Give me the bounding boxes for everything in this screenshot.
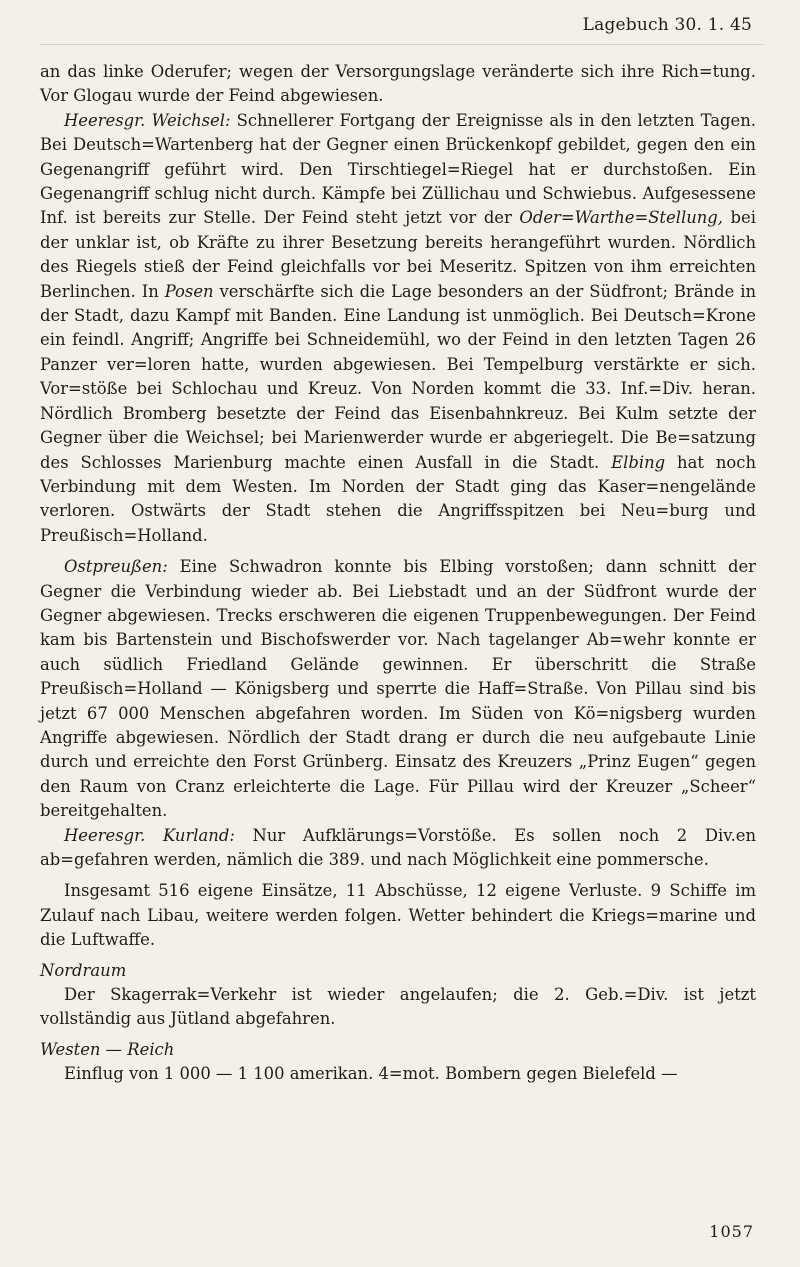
section-label: Ostpreußen: [64, 557, 168, 577]
paragraph-nordraum [40, 983, 756, 1032]
paragraph-text: Eine Schwadron konnte bis Elbing vorstoßen; dann schnitt der Gegner die Verbindung wieder ab. Bei Liebstadt und an der Südfront wurde der Gegner abgewiesen. Trecks erschweren die eigenen Truppenbewegungen. Der Feind kam bis Bartenstein und Bischofswerder vor. Nach tagelanger Ab=wehr konnte er auch südlich Friedland Gelände gewinnen. Er überschritt die Straße Preußisch=Holland — Königsberg und sperrte die Haff=Straße. Von Pillau sind bis jetzt 67 000 Menschen abgefahren worden. Im Süden von Kö=nigsberg wurden Angriffe abgewiesen. Nördlich der Stadt drang er durch die neu aufgebaute Linie durch und erreichte den Forst Grünberg. Einsatz des Kreuzers „Prinz Eugen“ gegen den Raum von Cranz erleichterte die Lage. Für Pillau wird der Kreuzer „Scheer“ bereitgehalten. [40, 557, 756, 821]
body-text [40, 60, 756, 1087]
paragraph-weichsel [40, 109, 756, 548]
section-label: Heeresgr. Kurland: [64, 825, 235, 845]
paragraph-text: Nur Aufklärungs=Vorstöße. Es sollen noch 2 Div.en ab=gefahren werden, nämlich die 389. und nach Möglichkeit eine pommersche. [40, 825, 757, 869]
emphasis-text: Oder=Warthe=Stellung, [519, 208, 724, 228]
heading-westen: Westen — Reich [40, 1039, 175, 1059]
paragraph-kurland [40, 824, 756, 873]
paragraph-ostpreussen [40, 555, 756, 823]
page-number: 1057 [709, 1222, 754, 1241]
section-label: Heeresgr. Weichsel: [64, 110, 231, 130]
paragraph-text: an das linke Oderufer; wegen der Versorgungslage veränderte sich ihre Rich=tung. Vor Glogau wurde der Feind abgewiesen. [40, 62, 756, 106]
paragraph-text: verschärfte sich die Lage besonders an der Südfront; Brände in der Stadt, dazu Kampf mit Banden. Eine Landung ist unmöglich. Bei Deutsch=Krone ein feindl. Angriff; Angriffe bei Schneidemühl, wo der Feind in den letzten Tagen 26 Panzer ver=loren hatte, wurden abgewiesen. Bei Tempelburg verstärkte er sich. Vor=stöße bei Schlochau und Kreuz. Von Norden kommt die 33. Inf.=Div. heran. Nördlich Bromberg besetzte der Feind das Eisenbahnkreuz. Bei Kulm setzte der Gegner über die Weichsel; bei Marienwerder wurde er abgeriegelt. Die Be=satzung des Schlosses Marienburg machte einen Ausfall in die Stadt. [40, 281, 756, 472]
heading-nordraum: Nordraum [40, 960, 127, 980]
paragraph-einsaetze [40, 879, 756, 952]
paragraph-oder [40, 60, 756, 109]
header-rule [40, 44, 764, 45]
paragraph-text: Schnellerer Fortgang der Ereignisse als in den letzten Tagen. Bei Deutsch=Wartenberg hat der Gegner einen Brückenkopf gebildet, gegen den ein Gegenangriff geführt wird. Den Tirschtiegel=Riegel hat er durchstoßen. Ein Gegenangriff schlug nicht durch. Kämpfe bei Züllichau und Schwiebus. Aufgesessene Inf. ist bereits zur Stelle. Der Feind steht jetzt vor der [40, 110, 756, 228]
paragraph-westen [40, 1062, 756, 1086]
emphasis-text: Posen [164, 281, 214, 301]
running-head: Lagebuch 30. 1. 45 [582, 15, 752, 35]
paragraph-text: Insgesamt 516 eigene Einsätze, 11 Abschüsse, 12 eigene Verluste. 9 Schiffe im Zulauf nach Libau, weitere werden folgen. Wetter behindert die Kriegs=marine und die Luftwaffe. [40, 881, 756, 950]
paragraph-text: Einflug von 1 000 — 1 100 amerikan. 4=mot. Bombern gegen Bielefeld — [64, 1064, 678, 1084]
paragraph-text: hat noch Verbindung mit dem Westen. Im Norden der Stadt ging das Kaser=nengelände verloren. Ostwärts der Stadt stehen die Angriffsspitzen bei Neu=burg und Preußisch=Holland. [40, 452, 756, 545]
emphasis-text: Elbing [611, 452, 666, 472]
paragraph-text: bei der unklar ist, ob Kräfte zu ihrer Besetzung bereits herangeführt wurden. Nördlich des Riegels stieß der Feind gleichfalls vor bei Meseritz. Spitzen von ihm erreichten Berlinchen. In [40, 208, 756, 301]
paragraph-text: Der Skagerrak=Verkehr ist wieder angelaufen; die 2. Geb.=Div. ist jetzt vollständig aus Jütland abgefahren. [40, 985, 756, 1029]
